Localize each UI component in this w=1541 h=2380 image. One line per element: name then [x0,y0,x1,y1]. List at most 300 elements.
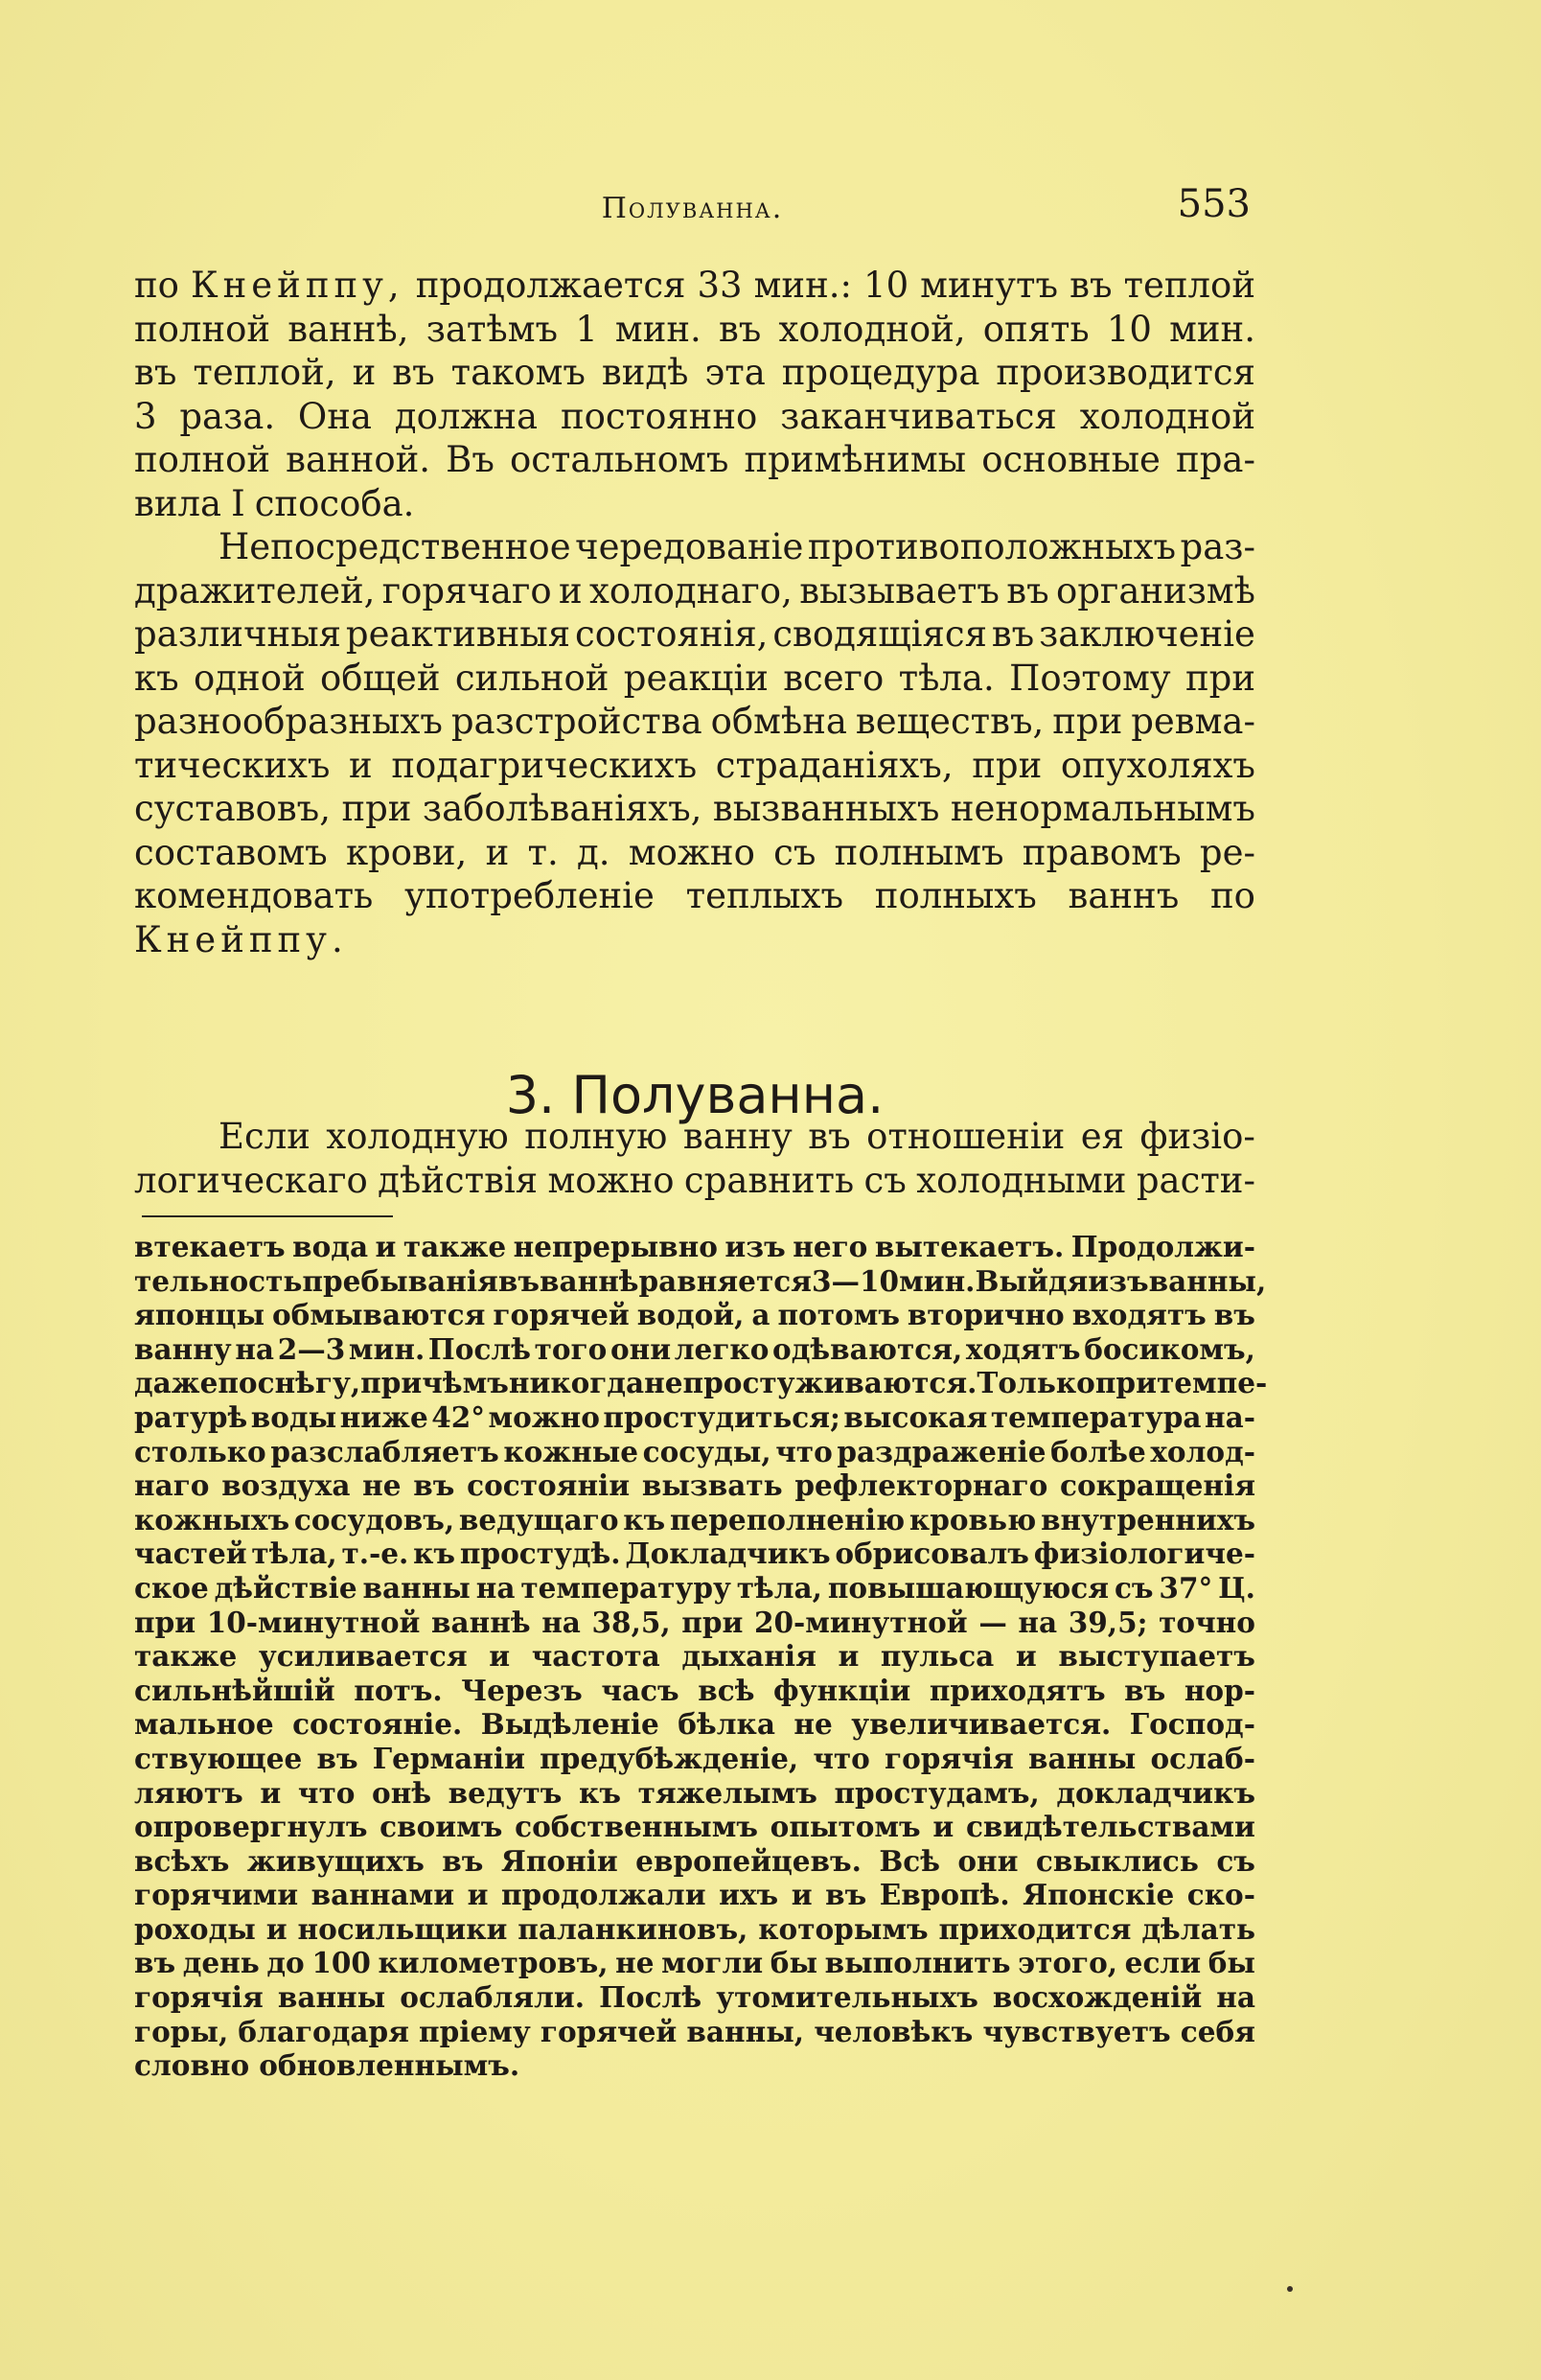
word: часъ [601,1673,679,1707]
word: на [1018,1605,1058,1639]
word: Если [218,1116,310,1157]
word: мин. [1169,308,1255,350]
word: по [134,265,179,306]
word: ванной. [286,439,431,480]
word: ваннѣ [431,1605,531,1639]
word: 10 [1106,308,1152,350]
word: чередованіе [575,526,804,567]
word: снѣгу, [257,1366,361,1400]
word: ослаб- [1150,1741,1255,1775]
word: раз- [1180,526,1255,567]
word: т. [527,831,559,873]
word: тѣла, [251,1537,337,1571]
word: сосудовъ, [293,1502,455,1537]
word: и [260,1775,282,1810]
word: и [558,569,583,612]
word: него [793,1230,868,1263]
word: отношеніи [866,1116,1066,1157]
word: дыханія [681,1639,816,1674]
word: ея [1080,1116,1125,1157]
word: обрисовалъ [835,1537,1029,1571]
word: бы [1208,1946,1255,1980]
text-line [134,569,1255,613]
word: рефлекторнаго [794,1468,1048,1503]
word: изъ [724,1230,786,1263]
word: можно [628,831,755,873]
word: функціи [773,1673,911,1707]
word: состояніи [467,1468,631,1503]
word: суставовъ, [134,788,331,829]
word: и [375,1230,397,1263]
word: мин. [614,308,702,350]
word: Послѣ [427,1331,531,1366]
word: полной [134,308,271,350]
text-line [134,1230,1255,1264]
word: Послѣ [599,1980,702,2015]
word: непрерывно [513,1230,718,1263]
word: тѣла, [736,1570,822,1605]
word: Японіи [500,1843,618,1878]
word: продолжали [500,1878,706,1912]
word: сокращенія [1060,1468,1255,1503]
word: носильщики [297,1911,508,1946]
word: видѣ [601,352,689,393]
text-line [134,1776,1255,1811]
word: повышающуюся [827,1570,1110,1605]
word: холод- [1150,1434,1255,1468]
word: горячія [134,1980,264,2015]
word: организмѣ [1055,569,1255,612]
word: полныхъ [874,875,1037,916]
word: въ [1213,1298,1255,1332]
word: Всѣ [879,1843,940,1878]
word: тельность [134,1263,303,1298]
word: воздуха [221,1468,351,1503]
word: они [610,1331,672,1366]
word: Только [977,1366,1095,1400]
word: къ [623,1502,666,1537]
word: разстройства [450,701,702,742]
footnote-rule [142,1215,393,1217]
word: съ [1216,1843,1255,1878]
word: чувствуетъ [982,2014,1171,2048]
body-text [134,264,1255,961]
word: докладчикъ [1056,1775,1255,1810]
word: на [475,1570,516,1605]
word: внутреннихъ [1041,1502,1255,1537]
word: полной [134,439,271,480]
word: изъ [1088,1263,1149,1298]
word: въ [134,352,177,393]
word: 38,5, [591,1605,671,1639]
word: холодными [916,1159,1127,1201]
word: и [838,1639,860,1674]
word: собственнымъ [515,1810,758,1844]
word: въ [808,1116,851,1157]
section-heading: 3. Полуванна. [505,1064,885,1125]
word: ослабляли. [400,1980,586,2015]
word: они [957,1843,1019,1878]
word: можно [547,1159,675,1201]
word: составомъ [134,831,328,873]
word: своимъ [380,1810,503,1844]
word: вторично [907,1298,1065,1332]
word: переполненію [669,1502,906,1537]
word: 100 [311,1946,371,1980]
word: даже [134,1366,218,1400]
word: — [978,1605,1007,1639]
text-line [134,2015,1255,2049]
word: а [751,1298,770,1332]
word: полную [524,1116,668,1157]
word: теплыхъ [685,875,844,916]
text-line [134,351,1255,395]
word: мин. [899,1263,976,1298]
word: холоднаго, [589,569,793,612]
word: по [1210,875,1255,916]
word: веществъ, [855,701,1045,742]
word: увеличивается. [851,1707,1112,1742]
word: темпе- [1156,1366,1268,1400]
text-line [134,1400,1255,1435]
word: простудиться; [603,1399,840,1434]
word: ревма- [1131,701,1255,742]
text-line [134,1707,1255,1742]
word: состояніе. [292,1707,463,1742]
word: крови, [345,831,468,873]
word: словно [134,2048,250,2083]
word: простудамъ, [834,1775,1040,1810]
word: пріему [419,2014,531,2048]
text-line [134,1263,1267,1299]
word: Поэтому [1009,657,1171,699]
word: человѣкъ [814,2014,974,2048]
word: ваннѣ [540,1263,639,1298]
word: употребленіе [404,875,655,916]
word: вила [134,482,222,524]
word: въ [1070,265,1113,306]
word: раза. [179,395,276,437]
word: дражителей, [134,569,376,612]
word: горячаго [381,569,552,612]
text-line [134,831,1255,875]
word: не [644,1366,683,1400]
word: Германіи [372,1741,525,1775]
word: холодной [1079,395,1255,437]
word: болѣе [1050,1434,1146,1468]
word: Непосредственное [218,526,571,567]
text-line [134,1639,1255,1674]
word: столько [134,1434,266,1468]
text-line [134,1810,1255,1844]
word: реакціи [623,657,769,699]
word: Кнейппу, [190,265,404,306]
text-line [134,2048,1255,2083]
word: не [615,1946,655,1980]
text-line [134,1115,1255,1159]
word: раздраженіе [837,1434,1046,1468]
text-line [134,1298,1255,1332]
word: опровергнулъ [134,1810,368,1844]
text-line [134,1159,1255,1203]
word: процедура [781,352,980,393]
word: производится [996,352,1255,393]
word: паланкиновъ, [518,1911,748,1946]
word: логическаго [134,1159,368,1201]
word: затѣмъ [426,308,559,350]
text-line [134,1503,1255,1537]
word: при [681,1605,744,1639]
word: сильнѣйшій [134,1673,335,1707]
word: ско- [1186,1878,1255,1912]
text-line [134,1674,1255,1708]
word: вызвать [641,1468,783,1503]
word: ванны [1027,1741,1137,1775]
word: входятъ [1071,1298,1207,1332]
word: и [485,831,510,873]
word: обмѣна [710,701,847,742]
word: такомъ [450,352,586,393]
word: водой, [636,1298,745,1332]
word: тѣла. [898,657,995,699]
word: ре- [1199,831,1255,873]
word: 10 [863,265,909,306]
word: вызванныхъ [712,788,940,829]
word: ванны [277,1980,386,2015]
word: ваннѣ, [288,308,409,350]
text-line [134,438,1255,482]
text-line [134,264,1255,308]
word: дѣйствіе [214,1570,357,1605]
word: ванны, [1148,1263,1267,1298]
word: Европѣ. [879,1878,1010,1912]
word: въ [413,1468,455,1503]
word: свидѣтельствами [965,1810,1255,1844]
word: нор- [1184,1673,1255,1707]
word: сильной [454,657,610,699]
word: 1 [575,308,598,350]
word: потомъ [777,1298,900,1332]
word: заболѣваніяхъ, [422,788,702,829]
word: горы, [134,2014,229,2048]
word: заканчиваться [780,395,1057,437]
word: японцы [134,1298,265,1332]
word: и [467,1878,489,1912]
word: при [1184,657,1255,699]
word: подагрическихъ [391,744,698,786]
text-line [134,1606,1255,1640]
word: Выдѣленіе [480,1707,659,1742]
word: свыклись [1035,1843,1199,1878]
text-line [134,1571,1255,1606]
word: пра- [1176,439,1255,480]
text-line [134,525,1255,569]
word: ихъ [719,1878,779,1912]
word: Она [297,395,372,437]
word: европейцевъ. [635,1843,862,1878]
word: до [266,1946,305,1980]
word: ходятъ [965,1331,1081,1366]
word: километровъ, [378,1946,609,1980]
word: которымъ [758,1911,929,1946]
word: никогда [508,1366,645,1400]
word: пульса [880,1639,995,1674]
text-line [134,1332,1255,1367]
word: 37° [1159,1570,1213,1605]
word: 3 [134,395,157,437]
word: усиливается [258,1639,468,1674]
word: также [134,1639,238,1674]
word: что [775,1434,833,1468]
word: ванны [362,1570,471,1605]
word: Продолжи- [1070,1230,1255,1263]
word: способа. [254,482,415,524]
word: холодную [326,1116,509,1157]
word: ваннъ [1068,875,1180,916]
word: ствующее [134,1741,303,1775]
word: что [813,1741,870,1775]
text-line [134,1912,1255,1947]
word: 39,5; [1068,1605,1148,1639]
word: босикомъ, [1084,1331,1255,1366]
word: опухоляхъ [1060,744,1255,786]
word: къ [134,657,179,699]
text-line [134,1468,1255,1503]
word: простудѣ. [459,1537,621,1571]
word: при [972,744,1043,786]
word: на [541,1605,581,1639]
word: въ [497,1263,540,1298]
word: кожные [503,1434,639,1468]
paragraph-1 [134,264,1255,525]
word: минутъ [920,265,1059,306]
text-line [134,1537,1255,1571]
word: дѣйствія [378,1159,539,1201]
word: Докладчикъ [625,1537,831,1571]
word: причѣмъ [360,1366,509,1400]
text-line [134,874,1255,918]
word: къ [579,1775,621,1810]
word: въ [718,308,762,350]
word: мин. [348,1331,426,1366]
word: равняется [638,1263,812,1298]
word: въ [825,1878,867,1912]
word: того [534,1331,608,1366]
word: можно [488,1399,600,1434]
word: Господ- [1129,1707,1255,1742]
word: въ [1124,1673,1166,1707]
word: физіологиче- [1033,1537,1255,1571]
word: одѣваются, [772,1331,963,1366]
word: т.-е. [341,1537,409,1571]
word: при [134,1605,196,1639]
word: 42° [431,1399,486,1434]
word: если [1124,1946,1202,1980]
word: Японскіе [1023,1878,1175,1912]
word: вытекаетъ. [874,1230,1065,1263]
word: въ [1006,569,1049,612]
word: къ [413,1537,456,1571]
word: Черезъ [461,1673,583,1707]
word: и [932,1810,954,1844]
word: постоянно [560,395,758,437]
word: и [1015,1639,1037,1674]
word: по [218,1366,258,1400]
word: себя [1180,2014,1255,2048]
word: 20-минутной [753,1605,968,1639]
ink-speck [1287,2286,1293,2292]
word: живущихъ [246,1843,425,1878]
word: сводящіяся [772,613,987,655]
word: день [182,1946,260,1980]
word: предубѣжденіе, [540,1741,799,1775]
word: обновленнымъ. [259,2048,520,2083]
word: и [791,1878,813,1912]
word: кровью [908,1502,1037,1537]
word: комендовать [134,875,374,916]
word: и [265,1911,288,1946]
text-line [134,1844,1255,1879]
word: выполнить [824,1946,1011,1980]
word: правомъ [1022,831,1182,873]
word: съ [1114,1570,1154,1605]
word: также [402,1230,507,1263]
word: при [1094,1366,1157,1400]
word: высокая [843,1399,988,1434]
word: различныя [134,613,342,655]
word: на [1216,1980,1255,2015]
word: опытомъ [770,1810,921,1844]
word: холодной, [778,308,966,350]
word: съ [863,1159,907,1201]
word: при [341,788,412,829]
word: этого, [1018,1946,1118,1980]
word: онѣ [372,1775,432,1810]
word: 3—10 [811,1263,900,1298]
word: при [1052,701,1123,742]
word: полнымъ [834,831,1004,873]
word: горячей [540,2014,678,2048]
word: физіо- [1139,1116,1255,1157]
word: приходятъ [929,1673,1106,1707]
page-number: 553 [1177,182,1251,226]
word: должна [394,395,539,437]
word: роходы [134,1911,256,1946]
word: ванну [682,1116,793,1157]
word: тяжелымъ [637,1775,817,1810]
word: не [362,1468,402,1503]
word: наго [134,1468,210,1503]
word: температура [990,1399,1202,1434]
word: противоположныхъ [807,526,1177,567]
text-line [134,1878,1255,1912]
word: и [352,352,377,393]
text-line [134,787,1255,831]
word: I [231,482,245,524]
word: ванну [134,1331,232,1366]
word: въ [991,613,1035,655]
word: дѣлать [1141,1911,1255,1946]
text-line [134,657,1255,701]
word: воды [250,1399,337,1434]
word: на [235,1331,275,1366]
word: ведущаго [458,1502,619,1537]
text-line [134,1366,1268,1400]
word: общей [319,657,441,699]
word: теплой [1123,265,1255,306]
word: расти- [1136,1159,1255,1201]
text-line [134,1742,1255,1776]
